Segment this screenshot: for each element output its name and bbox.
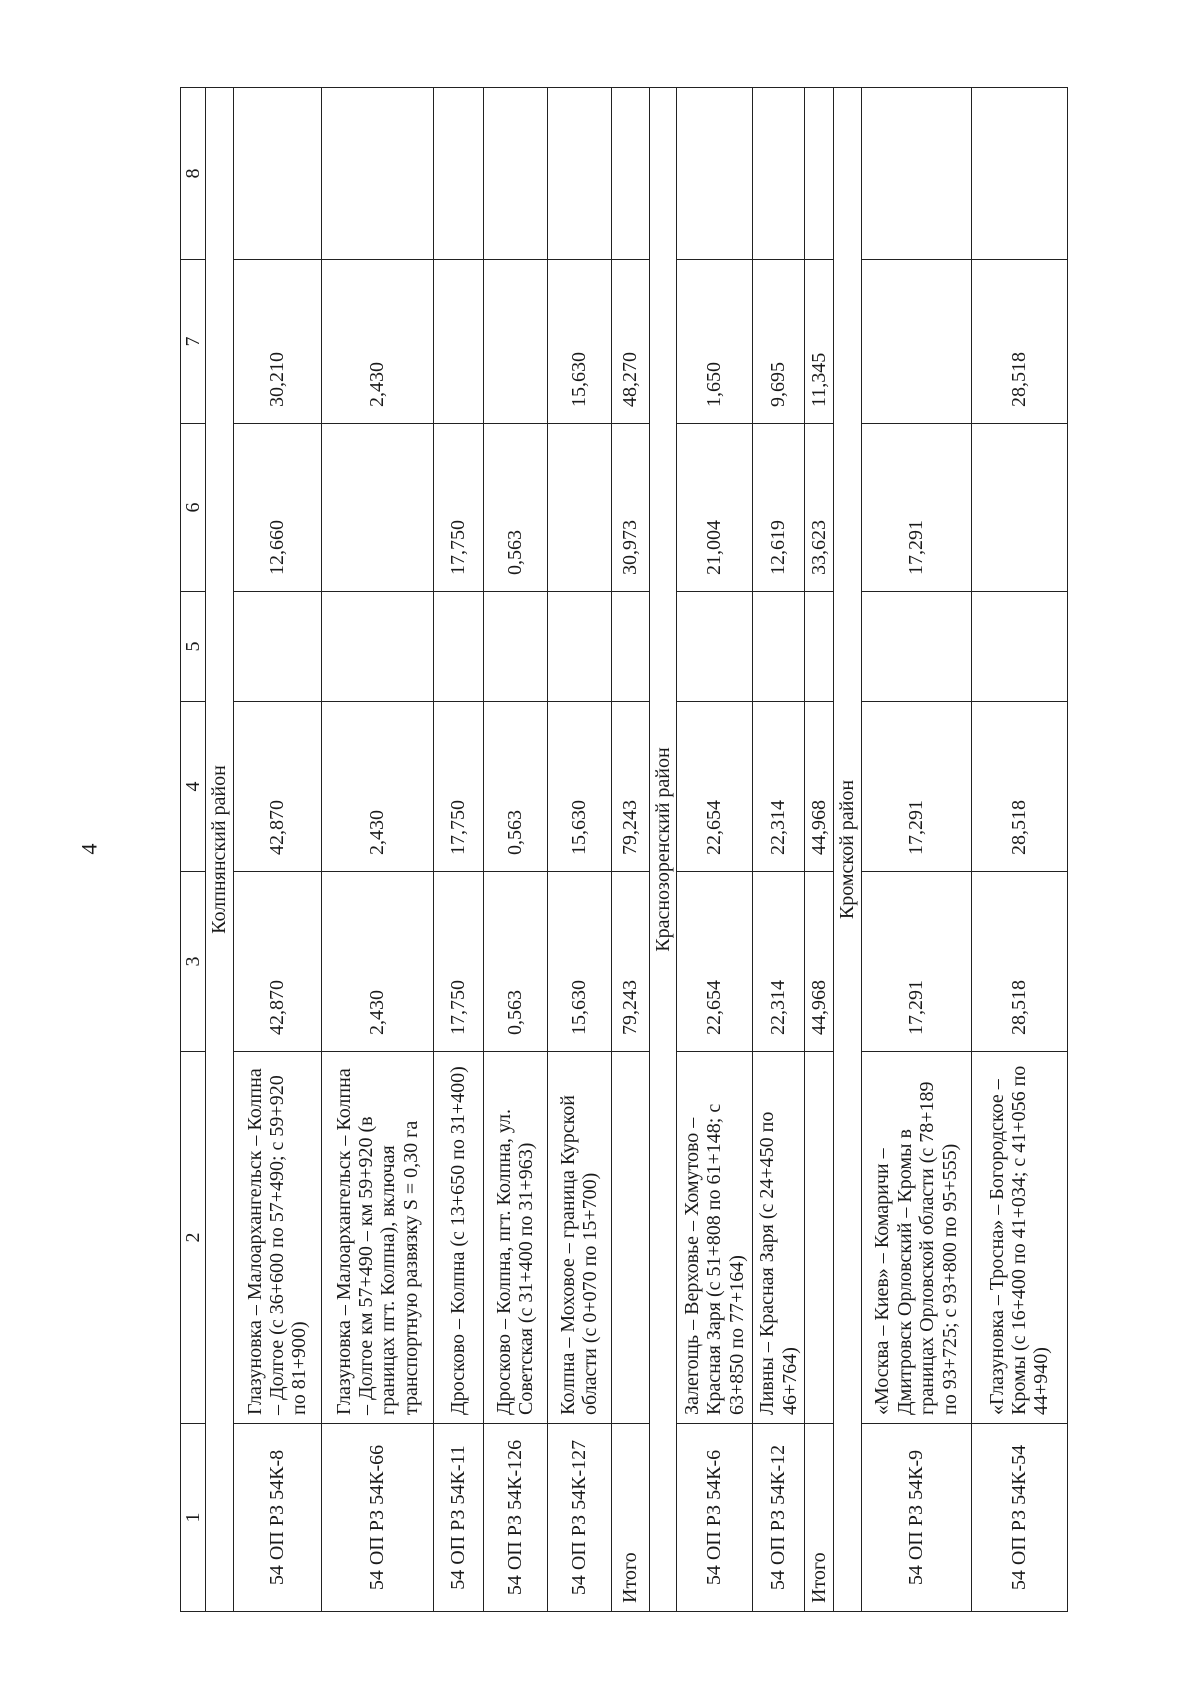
road-id: 54 ОП РЗ 54К-66 <box>321 1424 433 1612</box>
total-label: Итого <box>804 1424 833 1612</box>
total-label: Итого <box>611 1424 649 1612</box>
table-container <box>180 88 1076 1612</box>
col-header-6: 6 <box>181 424 206 592</box>
cell-col6: 12,619 <box>753 424 805 592</box>
total-col4: 79,243 <box>611 702 649 872</box>
section-header-row <box>834 88 861 1612</box>
total-col6: 30,973 <box>611 424 649 592</box>
table-row <box>233 88 321 1612</box>
cell-col5 <box>971 592 1067 702</box>
total-col8 <box>611 88 649 260</box>
rotated-table-frame <box>180 88 1076 1612</box>
road-id: 54 ОП РЗ 54К-9 <box>861 1424 971 1612</box>
total-col6: 33,623 <box>804 424 833 592</box>
cell-col8 <box>677 88 753 260</box>
total-col8 <box>804 88 833 260</box>
col-header-1: 1 <box>181 1424 206 1612</box>
road-id: 54 ОП РЗ 54К-127 <box>547 1424 611 1612</box>
cell-col8 <box>753 88 805 260</box>
col-header-7: 7 <box>181 260 206 424</box>
total-empty <box>611 1052 649 1424</box>
cell-col6 <box>971 424 1067 592</box>
road-name: Дросково – Колпна (с 13+650 по 31+400) <box>433 1052 483 1424</box>
table-row <box>433 88 483 1612</box>
cell-col7: 1,650 <box>677 260 753 424</box>
table-row <box>483 88 547 1612</box>
section-title: Краснозоренский район <box>649 88 676 1612</box>
cell-col7: 30,210 <box>233 260 321 424</box>
total-col4: 44,968 <box>804 702 833 872</box>
cell-col7: 15,630 <box>547 260 611 424</box>
cell-col6: 12,660 <box>233 424 321 592</box>
cell-col7 <box>433 260 483 424</box>
road-name: Глазуновка – Малоархангельск – Колпна – Долгое км 57+490 – км 59+920 (в границах пгт. Колпна), включая транспортную развязку S = 0,30 га <box>321 1052 433 1424</box>
cell-col6: 17,291 <box>861 424 971 592</box>
cell-col7 <box>483 260 547 424</box>
column-number-row <box>181 88 206 1612</box>
cell-col4: 17,750 <box>433 702 483 872</box>
table-row <box>753 88 805 1612</box>
cell-col3: 22,314 <box>753 872 805 1052</box>
table-row <box>321 88 433 1612</box>
total-row <box>804 88 833 1612</box>
cell-col6: 21,004 <box>677 424 753 592</box>
cell-col3: 2,430 <box>321 872 433 1052</box>
cell-col4: 22,654 <box>677 702 753 872</box>
table-row <box>547 88 611 1612</box>
cell-col8 <box>971 88 1067 260</box>
cell-col3: 17,291 <box>861 872 971 1052</box>
total-col3: 79,243 <box>611 872 649 1052</box>
cell-col8 <box>433 88 483 260</box>
cell-col6 <box>547 424 611 592</box>
table-row <box>861 88 971 1612</box>
cell-col7: 2,430 <box>321 260 433 424</box>
cell-col8 <box>861 88 971 260</box>
cell-col8 <box>483 88 547 260</box>
total-row <box>611 88 649 1612</box>
road-name: Ливны – Красная Заря (с 24+450 по 46+764) <box>753 1052 805 1424</box>
cell-col4: 2,430 <box>321 702 433 872</box>
road-id: 54 ОП РЗ 54К-6 <box>677 1424 753 1612</box>
page-number: 4 <box>76 843 102 855</box>
cell-col3: 42,870 <box>233 872 321 1052</box>
cell-col5 <box>753 592 805 702</box>
road-name: Глазуновка – Малоархангельск – Колпна – Долгое (с 36+600 по 57+490; с 59+920 по 81+900) <box>233 1052 321 1424</box>
cell-col5 <box>483 592 547 702</box>
cell-col4: 17,291 <box>861 702 971 872</box>
cell-col3: 15,630 <box>547 872 611 1052</box>
cell-col4: 15,630 <box>547 702 611 872</box>
cell-col5 <box>233 592 321 702</box>
total-empty <box>804 1052 833 1424</box>
road-name: Залегощь – Верховье – Хомутово – Красная Заря (с 51+808 по 61+148; с 63+850 по 77+164) <box>677 1052 753 1424</box>
road-id: 54 ОП РЗ 54К-126 <box>483 1424 547 1612</box>
cell-col5 <box>861 592 971 702</box>
road-name: Колпна – Моховое – граница Курской области (с 0+070 по 15+700) <box>547 1052 611 1424</box>
road-lengths-table <box>180 87 1068 1612</box>
cell-col4: 22,314 <box>753 702 805 872</box>
cell-col7 <box>861 260 971 424</box>
total-col3: 44,968 <box>804 872 833 1052</box>
section-title: Кромской район <box>834 88 861 1612</box>
cell-col8 <box>547 88 611 260</box>
cell-col4: 0,563 <box>483 702 547 872</box>
col-header-4: 4 <box>181 702 206 872</box>
col-header-2: 2 <box>181 1052 206 1424</box>
road-name: Дросково – Колпна, пгт. Колпна, ул. Советская (с 31+400 по 31+963) <box>483 1052 547 1424</box>
cell-col3: 0,563 <box>483 872 547 1052</box>
col-header-5: 5 <box>181 592 206 702</box>
cell-col3: 28,518 <box>971 872 1067 1052</box>
col-header-3: 3 <box>181 872 206 1052</box>
cell-col5 <box>321 592 433 702</box>
section-title: Колпнянский район <box>206 88 233 1612</box>
cell-col6 <box>321 424 433 592</box>
cell-col5 <box>677 592 753 702</box>
total-col5 <box>611 592 649 702</box>
cell-col8 <box>321 88 433 260</box>
cell-col5 <box>433 592 483 702</box>
cell-col4: 28,518 <box>971 702 1067 872</box>
total-col5 <box>804 592 833 702</box>
section-header-row <box>206 88 233 1612</box>
cell-col4: 42,870 <box>233 702 321 872</box>
cell-col6: 17,750 <box>433 424 483 592</box>
total-col7: 11,345 <box>804 260 833 424</box>
section-header-row <box>649 88 676 1612</box>
total-col7: 48,270 <box>611 260 649 424</box>
cell-col8 <box>233 88 321 260</box>
col-header-8: 8 <box>181 88 206 260</box>
road-id: 54 ОП РЗ 54К-12 <box>753 1424 805 1612</box>
cell-col3: 17,750 <box>433 872 483 1052</box>
cell-col7: 28,518 <box>971 260 1067 424</box>
road-id: 54 ОП РЗ 54К-11 <box>433 1424 483 1612</box>
cell-col7: 9,695 <box>753 260 805 424</box>
road-id: 54 ОП РЗ 54К-54 <box>971 1424 1067 1612</box>
table-row <box>677 88 753 1612</box>
road-name: «Москва – Киев» – Комаричи – Дмитровск Орловский – Кромы в границах Орловской области (с 78+189 по 93+725; с 93+800 по 95+555) <box>861 1052 971 1424</box>
cell-col3: 22,654 <box>677 872 753 1052</box>
cell-col6: 0,563 <box>483 424 547 592</box>
road-id: 54 ОП РЗ 54К-8 <box>233 1424 321 1612</box>
table-row <box>971 88 1067 1612</box>
road-name: «Глазуновка – Тросна» – Богородское – Кромы (с 16+400 по 41+034; с 41+056 по 44+940) <box>971 1052 1067 1424</box>
cell-col5 <box>547 592 611 702</box>
